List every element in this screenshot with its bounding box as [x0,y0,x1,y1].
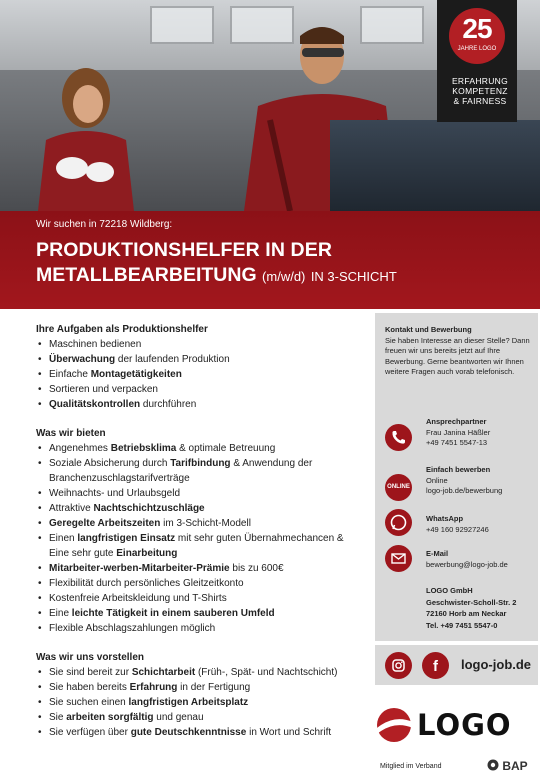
list-item-text: Angenehmes [49,443,111,454]
list-item-text: gute Deutschkenntnisse [130,727,247,738]
title-banner [0,211,540,309]
list-item [36,486,356,501]
claim-line: ERFAHRUNG [451,76,509,86]
list-item-text: Sie suchen einen [49,697,129,708]
list-item [36,591,356,606]
list-item-text: der laufenden Produktion [115,354,230,365]
list-item-text: Kostenfreie Arbeitskleidung und T-Shirts [49,593,227,604]
list-item-text: Einen [49,533,78,544]
list-item [36,665,356,680]
list-item [36,367,356,382]
list-item-text: im 3-Schicht-Modell [160,518,251,529]
list-item-text: Flexible Abschlagszahlungen möglich [49,623,216,634]
contact-label: WhatsApp [426,514,464,523]
list-item-text: langfristigen Einsatz [77,533,176,544]
list-item-text: durchführen [140,399,197,410]
list-item [36,695,356,710]
contact-name: Frau Janina Häßler [426,427,491,437]
list-item [36,680,356,695]
anniversary-number: 25 [462,13,492,44]
bap-text: BAP [502,759,528,773]
section-title: Was wir bieten [36,428,106,439]
list-item-text: Soziale Absicherung durch [49,458,171,469]
list-item [36,337,356,352]
list-item-text: Sie verfügen über [49,727,131,738]
contact-phone[interactable]: +49 7451 5547-13 [426,438,488,447]
list-item-text: Montagetätigkeiten [90,369,182,380]
apply-link[interactable]: logo-job.de/bewerbung [426,486,503,495]
job-description [36,322,356,754]
list-item [36,576,356,591]
contact-heading: Kontakt und Bewerbung [385,325,472,334]
contact-whatsapp [426,514,538,535]
list-item-text: Sortieren und verpacken [49,384,158,395]
anniversary-claim [445,76,515,106]
section-title: Ihre Aufgaben als Produktionshelfer [36,324,208,335]
contact-label: Einfach bewerben [426,465,491,474]
company-address [426,585,538,631]
anniversary-sub: JAHRE LOGO [457,46,497,52]
contact-intro [385,325,535,378]
list-item-text: (Früh-, Spät- und Nachtschicht) [195,667,338,678]
shift-note: IN 3-SCHICHT [310,269,397,284]
list-item-text: bis zu 600€ [229,563,284,574]
list-item-text: Tarifbindung [170,458,231,469]
claim-line: KOMPETENZ [452,86,508,96]
contact-label: Ansprechpartner [426,417,487,426]
list-item-text: Attraktive [49,503,94,514]
list-item [36,606,356,621]
list-item [36,397,356,412]
list-item [36,456,356,486]
list-item-text: leichte Tätigkeit in einem sauberen Umfeld [71,608,275,619]
list-item-text: Betriebsklima [110,443,177,454]
list-item-text: Qualitätskontrollen [49,399,141,410]
membership-note: Mitglied im Verband [380,763,442,770]
list-item [36,501,356,516]
contact-line: Online [426,475,448,485]
address-city: 72160 Horb am Neckar [426,609,507,618]
section-title: Was wir uns vorstellen [36,652,144,663]
whatsapp-icon [385,509,412,536]
list-item-text: in Wort und Schrift [246,727,332,738]
list-item-text: Überwachung [49,354,116,365]
section-list [36,665,356,740]
list-item-text: & optimale Betreuung [176,443,276,454]
logo-mark-icon [375,706,415,744]
list-item [36,725,356,740]
list-item-text: Maschinen bedienen [49,339,142,350]
anniversary-circle [449,8,505,64]
company-name: LOGO GmbH [426,586,473,595]
logo-wordmark: LOGO [417,708,512,742]
section-list [36,337,356,412]
phone-icon [385,424,412,451]
list-item-text: Nachtschichtzuschläge [93,503,205,514]
list-item-text: Mitarbeiter-werben-Mitarbeiter-Prämie [49,563,230,574]
bap-logo [487,759,528,773]
list-item [36,516,356,531]
list-item-text: und genau [153,712,204,723]
job-title-line1: PRODUKTIONSHELFER IN DER [36,239,332,261]
list-item-text: Geregelte Arbeitszeiten [49,518,161,529]
list-item [36,531,356,561]
list-item [36,441,356,456]
website-link[interactable]: logo-job.de [461,657,532,672]
hall-window [150,6,214,44]
online-icon-label: ONLINE [387,484,410,490]
contact-sidebar [375,313,538,641]
list-item-text: Sie sind bereit zur [49,667,132,678]
machine [330,120,540,211]
list-item-text: Weihnachts- und Urlaubsgeld [49,488,181,499]
whatsapp-number[interactable]: +49 160 92927246 [426,524,489,534]
list-item-text: Sie [49,712,67,723]
social-bar [375,645,538,685]
list-item-text: Eine [49,608,72,619]
address-phone: Tel. +49 7451 5547-0 [426,620,498,630]
list-item [36,621,356,636]
claim-line: & FAIRNESS [453,96,507,106]
location-line: Wir suchen in 72218 Wildberg: [36,219,173,230]
worker-woman-figure [28,60,138,211]
section-list [36,441,356,636]
contact-text: Sie haben Interesse an dieser Stelle? Dann freuen wir uns bereits jetzt auf Ihre Bewerbung. Gerne beantworten wir Ihnen weitere Fragen auch vorab telefonisch. [385,335,530,376]
list-item-text: Einfache [49,369,91,380]
address-street: Geschwister-Scholl-Str. 2 [426,597,517,607]
list-item-text: & Anwendung der Branchenzuschlagstarifverträge [49,458,313,484]
contact-email [426,549,538,570]
gender-note: (m/w/d) [262,269,306,284]
facebook-icon[interactable] [422,652,449,679]
list-item-text: in der Fertigung [177,682,251,693]
list-item-text: Einarbeitung [116,548,178,559]
list-item-text: mit sehr guten Übernahmechancen & Eine sehr gute [49,533,344,559]
mail-icon [385,545,412,572]
list-item [36,561,356,576]
contact-person [426,417,538,449]
list-item [36,710,356,725]
contact-online [426,465,538,497]
list-item-text: arbeiten sorgfältig [66,712,154,723]
list-item-text: Flexibilität durch persönliches Gleitzeitkonto [49,578,244,589]
list-item-text: Schichtarbeit [131,667,196,678]
svg-text:f: f [433,658,438,675]
company-logo [375,706,535,746]
list-item-text: Sie haben bereits [49,682,130,693]
online-icon [385,474,412,501]
job-title-line2 [36,264,397,287]
list-item [36,352,356,367]
list-item-text: langfristigen Arbeitsplatz [128,697,249,708]
list-item-text: Erfahrung [129,682,178,693]
job-title-main: METALLBEARBEITUNG [36,264,257,286]
instagram-icon[interactable] [385,652,412,679]
list-item [36,382,356,397]
contact-label: E-Mail [426,549,449,558]
email-link[interactable]: bewerbung@logo-job.de [426,559,508,569]
